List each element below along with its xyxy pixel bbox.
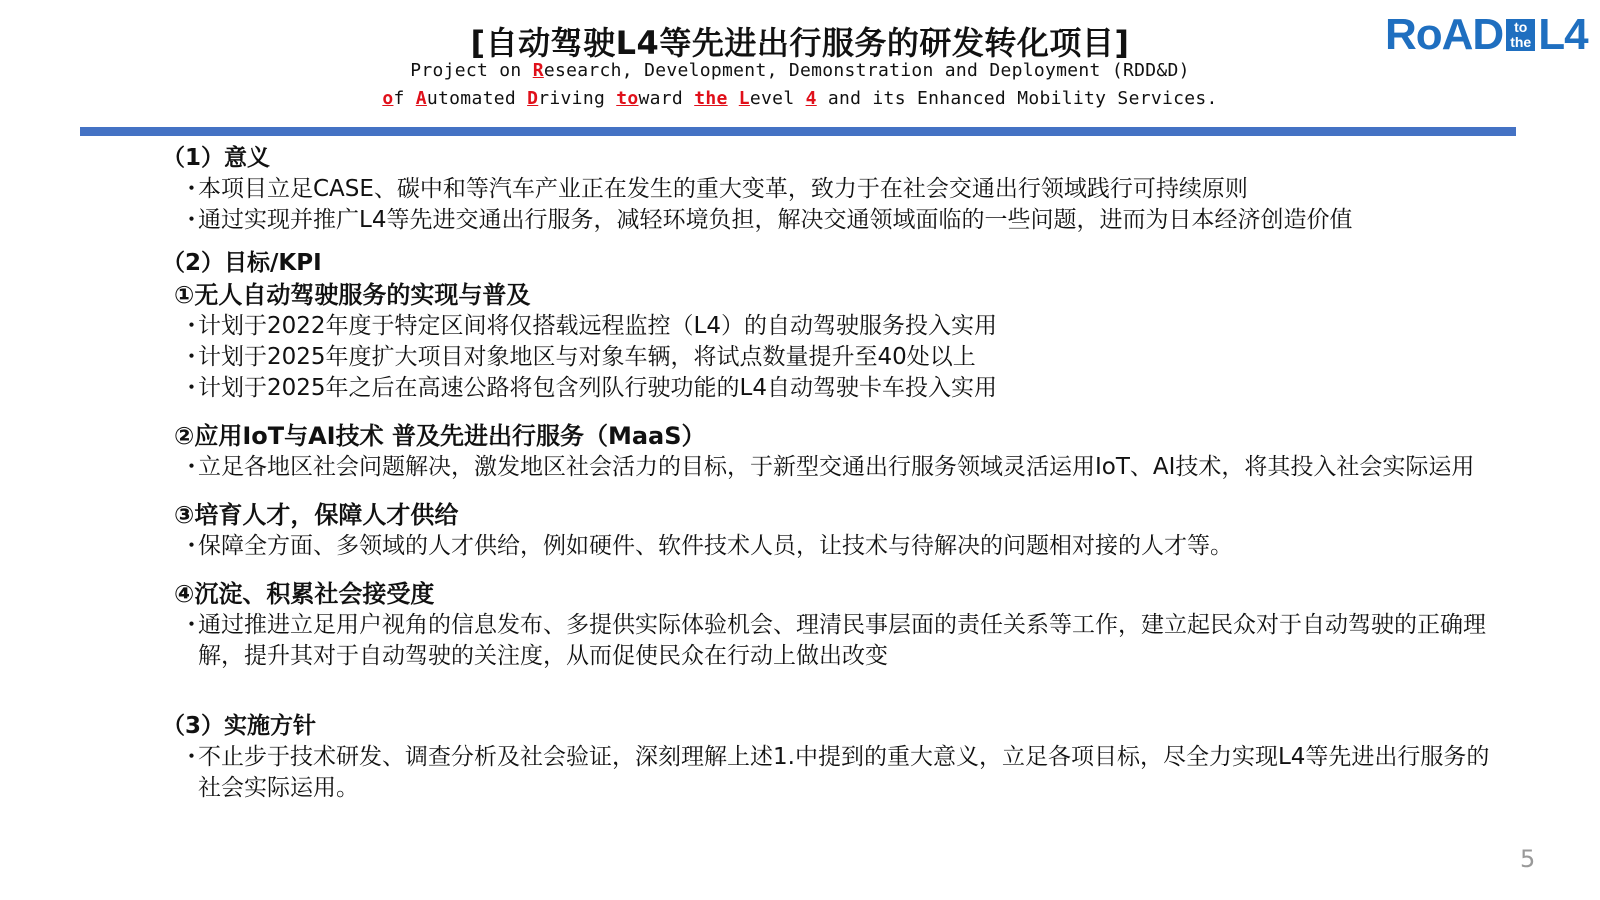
subtitle-text: riving [538, 88, 617, 109]
section-3-title: （3）实施方针 [162, 713, 317, 739]
bullet-text: 通过实现并推广L4等先进交通出行服务，减轻环境负担，解决交通领域面临的一些问题，进而为日本经济创造价值 [198, 207, 1353, 233]
subtitle-text: ward [638, 88, 695, 109]
bullet-mark: ・ [180, 313, 203, 339]
bullet-mark: ・ [180, 176, 203, 202]
subtitle-text: esearch, Development, Demonstration and Deployment (RDD&D) [543, 60, 1190, 81]
goal-2-title: ②应用IoT与AI技术 普及先进出行服务（MaaS） [174, 422, 706, 450]
goal-4-title: ④沉淀、积累社会接受度 [174, 580, 435, 608]
section-1-title: （1）意义 [162, 145, 271, 171]
bullet-text: 计划于2025年之后在高速公路将包含列队行驶功能的L4自动驾驶卡车投入实用 [198, 375, 997, 401]
highlight-letter: o [382, 88, 394, 109]
section-2-title: （2）目标/KPI [162, 250, 322, 276]
goal-3-title: ③培育人才，保障人才供给 [174, 501, 459, 529]
bullet-text: 本项目立足CASE、碳中和等汽车产业正在发生的重大变革，致力于在社会交通出行领域践行可持续原则 [198, 176, 1248, 202]
bullet-mark: ・ [180, 344, 203, 370]
bullet-text: 不止步于技术研发、调查分析及社会验证，深刻理解上述1.中提到的重大意义，立足各项目标，尽全力实现L4等先进出行服务的社会实际运用。 [198, 744, 1490, 801]
highlight-letter: L [738, 88, 750, 109]
bullet-item [162, 373, 1502, 404]
highlight-letter: R [532, 60, 544, 81]
bullet-mark: ・ [180, 612, 203, 638]
logo-l4-text: L4 [1538, 10, 1588, 59]
slide-body [162, 142, 1502, 804]
subtitle-line-1 [0, 60, 1600, 81]
bullet-item [162, 452, 1502, 483]
highlight-letter: 4 [805, 88, 817, 109]
slide-title: [自动驾驶L4等先进出行服务的研发转化项目] [470, 24, 1130, 62]
highlight-letter: A [415, 88, 427, 109]
bullet-text: 立足各地区社会问题解决，激发地区社会活力的目标，于新型交通出行服务领域灵活运用IoT、AI技术，将其投入社会实际运用 [198, 454, 1475, 480]
bullet-item [162, 742, 1502, 804]
logo-road-text: RoAD [1385, 10, 1504, 59]
bullet-item [162, 174, 1502, 205]
bullet-text: 计划于2022年度于特定区间将仅搭载远程监控（L4）的自动驾驶服务投入实用 [198, 313, 997, 339]
header-divider [80, 127, 1516, 136]
highlight-letter: the [694, 88, 728, 109]
subtitle-text: Project on [410, 60, 533, 81]
page-number: 5 [1520, 845, 1536, 873]
bullet-item [162, 205, 1502, 236]
subtitle-text: and its Enhanced Mobility Services. [816, 88, 1218, 109]
goal-1-title: ①无人自动驾驶服务的实现与普及 [174, 281, 531, 309]
bullet-item [162, 610, 1502, 672]
bullet-text: 计划于2025年度扩大项目对象地区与对象车辆，将试点数量提升至40处以上 [198, 344, 976, 370]
bullet-mark: ・ [180, 207, 203, 233]
subtitle-text: evel [749, 88, 806, 109]
bullet-item [162, 342, 1502, 373]
bullet-mark: ・ [180, 375, 203, 401]
bullet-text: 保障全方面、多领域的人才供给，例如硬件、软件技术人员，让技术与待解决的问题相对接的人才等。 [198, 533, 1233, 559]
bullet-mark: ・ [180, 744, 203, 770]
subtitle-text: f [393, 88, 416, 109]
bullet-text: 通过推进立足用户视角的信息发布、多提供实际体验机会、理清民事层面的责任关系等工作，建立起民众对于自动驾驶的正确理解，提升其对于自动驾驶的关注度，从而促使民众在行动上做出改变 [198, 612, 1486, 669]
bullet-item [162, 311, 1502, 342]
bullet-mark: ・ [180, 533, 203, 559]
highlight-letter: to [616, 88, 639, 109]
highlight-letter: D [527, 88, 539, 109]
logo-to-text: to [1514, 19, 1528, 35]
logo-to-the-badge [1506, 19, 1535, 51]
bullet-mark: ・ [180, 454, 203, 480]
road-to-the-l4-logo [1385, 10, 1588, 60]
bullet-item [162, 531, 1502, 562]
subtitle-text [728, 88, 739, 109]
subtitle-line-2 [0, 88, 1600, 109]
subtitle-text: utomated [426, 88, 528, 109]
logo-the-text: the [1510, 34, 1532, 50]
